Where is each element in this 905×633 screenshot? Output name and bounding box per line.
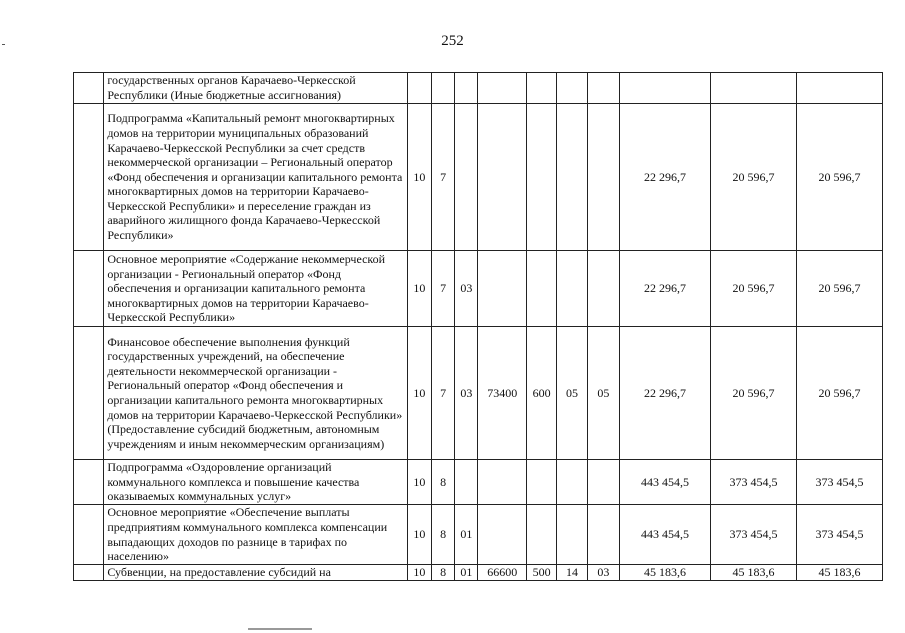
code-b: 7 bbox=[431, 104, 454, 251]
code-d: 73400 bbox=[478, 327, 527, 460]
code-c: 03 bbox=[455, 327, 478, 460]
code-f: 14 bbox=[557, 565, 587, 581]
code-d: 66600 bbox=[478, 565, 527, 581]
code-f bbox=[557, 460, 587, 505]
code-c: 03 bbox=[455, 251, 478, 327]
value-3: 45 183,6 bbox=[796, 565, 882, 581]
code-g: 03 bbox=[587, 565, 619, 581]
code-a: 10 bbox=[407, 460, 431, 505]
value-2: 373 454,5 bbox=[711, 460, 797, 505]
code-c bbox=[455, 460, 478, 505]
value-1: 45 183,6 bbox=[620, 565, 711, 581]
code-e bbox=[527, 73, 557, 104]
code-d bbox=[478, 104, 527, 251]
row-number-cell bbox=[74, 104, 104, 251]
code-a: 10 bbox=[407, 565, 431, 581]
code-a: 10 bbox=[407, 327, 431, 460]
value-3: 20 596,7 bbox=[796, 251, 882, 327]
value-1 bbox=[620, 73, 711, 104]
page-number: 252 bbox=[441, 33, 464, 49]
row-number-cell bbox=[74, 73, 104, 104]
code-d bbox=[478, 73, 527, 104]
code-b: 8 bbox=[431, 505, 454, 565]
value-2 bbox=[711, 73, 797, 104]
table-row bbox=[74, 104, 883, 251]
row-number-cell bbox=[74, 505, 104, 565]
value-3: 373 454,5 bbox=[796, 460, 882, 505]
code-c bbox=[455, 73, 478, 104]
code-a: 10 bbox=[407, 104, 431, 251]
code-g bbox=[587, 460, 619, 505]
code-d bbox=[478, 251, 527, 327]
row-name: Подпрограмма «Капитальный ремонт многоквартирных домов на территории муниципальных образований Карачаево-Черкесской Республики за счет средств некоммерческой организации – Региональный оператор «Фонд обеспечения и организации капитального ремонта многоквартирных домов на территории Карачаево-Черкесской Республики» и переселение граждан из аварийного жилищного фонда Карачаево-Черкесской Республики» bbox=[104, 104, 407, 251]
value-3 bbox=[796, 73, 882, 104]
row-name: Субвенции, на предоставление субсидий на bbox=[104, 565, 407, 581]
code-a: 10 bbox=[407, 251, 431, 327]
row-name: Финансовое обеспечение выполнения функций государственных учреждений, на обеспечение деятельности некоммерческой организации - Региональный оператор «Фонд обеспечения и организации капитального ремонта многоквартирных домов на территории Карачаево-Черкесской Республики» (Предоставление субсидий бюджетным, автономным учреждениям и иным некоммерческим организациям) bbox=[104, 327, 407, 460]
table-row bbox=[74, 460, 883, 505]
code-f: 05 bbox=[557, 327, 587, 460]
code-f bbox=[557, 73, 587, 104]
code-e: 500 bbox=[527, 565, 557, 581]
code-c: 01 bbox=[455, 565, 478, 581]
code-f bbox=[557, 104, 587, 251]
code-g bbox=[587, 73, 619, 104]
code-b: 8 bbox=[431, 460, 454, 505]
value-3: 373 454,5 bbox=[796, 505, 882, 565]
value-3: 20 596,7 bbox=[796, 104, 882, 251]
value-2: 373 454,5 bbox=[711, 505, 797, 565]
value-3: 20 596,7 bbox=[796, 327, 882, 460]
code-e bbox=[527, 505, 557, 565]
row-name: государственных органов Карачаево-Черкесской Республики (Иные бюджетные ассигнования) bbox=[104, 73, 407, 104]
row-name: Основное мероприятие «Обеспечение выплаты предприятиям коммунального комплекса компенсации выпадающих доходов по разнице в тарифах по населению» bbox=[104, 505, 407, 565]
table-row bbox=[74, 565, 883, 581]
scan-mark bbox=[248, 628, 312, 630]
value-2: 45 183,6 bbox=[711, 565, 797, 581]
code-e bbox=[527, 460, 557, 505]
code-b: 7 bbox=[431, 327, 454, 460]
budget-table bbox=[73, 72, 883, 581]
code-d bbox=[478, 460, 527, 505]
row-number-cell bbox=[74, 251, 104, 327]
value-2: 20 596,7 bbox=[711, 251, 797, 327]
code-c: 01 bbox=[455, 505, 478, 565]
value-2: 20 596,7 bbox=[711, 104, 797, 251]
code-d bbox=[478, 505, 527, 565]
code-b bbox=[431, 73, 454, 104]
code-g: 05 bbox=[587, 327, 619, 460]
value-1: 22 296,7 bbox=[620, 327, 711, 460]
row-name: Основное мероприятие «Содержание некоммерческой организации - Региональный оператор «Фонд обеспечения и организации капитального ремонта многоквартирных домов на территории Карачаево-Черкесской Республики» bbox=[104, 251, 407, 327]
row-number-cell bbox=[74, 327, 104, 460]
value-1: 443 454,5 bbox=[620, 505, 711, 565]
code-c bbox=[455, 104, 478, 251]
value-1: 22 296,7 bbox=[620, 104, 711, 251]
row-name: Подпрограмма «Оздоровление организаций коммунального комплекса и повышение качества оказываемых коммунальных услуг» bbox=[104, 460, 407, 505]
code-b: 8 bbox=[431, 565, 454, 581]
row-number-cell bbox=[74, 460, 104, 505]
code-g bbox=[587, 251, 619, 327]
code-e bbox=[527, 104, 557, 251]
code-e bbox=[527, 251, 557, 327]
table-row bbox=[74, 505, 883, 565]
code-g bbox=[587, 104, 619, 251]
value-2: 20 596,7 bbox=[711, 327, 797, 460]
code-a bbox=[407, 73, 431, 104]
value-1: 22 296,7 bbox=[620, 251, 711, 327]
table-row bbox=[74, 327, 883, 460]
table-row bbox=[74, 73, 883, 104]
row-number-cell bbox=[74, 565, 104, 581]
value-1: 443 454,5 bbox=[620, 460, 711, 505]
code-f bbox=[557, 505, 587, 565]
table-row bbox=[74, 251, 883, 327]
code-a: 10 bbox=[407, 505, 431, 565]
code-f bbox=[557, 251, 587, 327]
code-b: 7 bbox=[431, 251, 454, 327]
code-e: 600 bbox=[527, 327, 557, 460]
code-g bbox=[587, 505, 619, 565]
